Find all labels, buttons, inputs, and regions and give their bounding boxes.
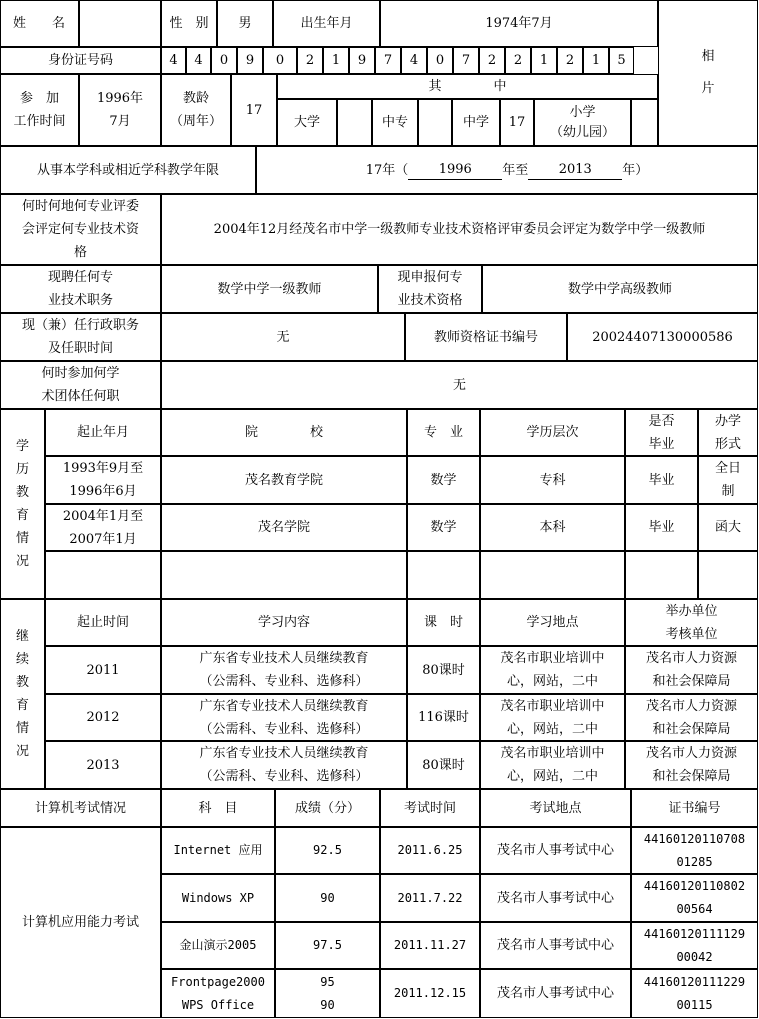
computer-cell: 金山演示2005 (161, 922, 275, 969)
technical-school-value (418, 99, 452, 146)
technical-school-label: 中专 (372, 99, 418, 146)
apply-title-value: 数学中学高级教师 (482, 265, 758, 313)
years-to: 2013 (528, 161, 622, 180)
id-digit: 0 (427, 47, 453, 74)
computer-cell: Internet 应用 (161, 827, 275, 874)
continuing-cell: 茂名市人力资源 和社会保障局 (625, 741, 758, 789)
continuing-cell: 80课时 (407, 741, 480, 789)
computer-cell: 44160120110802 00564 (631, 874, 758, 922)
computer-cell: 92.5 (275, 827, 380, 874)
education-cell: 毕业 (625, 456, 698, 504)
middle-school-label: 中学 (452, 99, 500, 146)
computer-cell: Frontpage2000 WPS Office (161, 969, 275, 1018)
gender-value: 男 (217, 0, 273, 47)
years-from: 1996 (408, 161, 502, 180)
education-cell: 数学 (407, 456, 480, 504)
id-digit: 2 (479, 47, 505, 74)
education-cell: 2004年1月至 2007年1月 (45, 504, 161, 551)
admin-post-label: 现（兼）任行政职务 及任职时间 (0, 313, 161, 361)
evaluation-value: 2004年12月经茂名市中学一级教师专业技术资格评审委员会评定为数学中学一级教师 (161, 194, 758, 265)
continuing-header: 课 时 (407, 599, 480, 646)
university-value (337, 99, 372, 146)
education-header: 起止年月 (45, 409, 161, 456)
name-label: 姓 名 (0, 0, 79, 47)
education-cell: 函大 (698, 504, 758, 551)
id-digit: 9 (349, 47, 375, 74)
computer-label: 计算机考试情况 (0, 789, 161, 827)
education-header: 院 校 (161, 409, 407, 456)
teaching-age-label: 教龄 （周年） (161, 74, 231, 146)
id-digit: 9 (237, 47, 263, 74)
continuing-cell: 116课时 (407, 694, 480, 741)
years-mid: 年至 (502, 162, 529, 178)
primary-school-label: 小学 （幼儿园） (534, 99, 631, 146)
continuing-cell: 茂名市职业培训中 心，网站，二中 (480, 741, 625, 789)
years-end: 年） (622, 162, 649, 178)
computer-cell: 茂名市人事考试中心 (480, 874, 631, 922)
id-digit: 1 (531, 47, 557, 74)
computer-header: 证书编号 (631, 789, 758, 827)
subject-years-value (256, 146, 758, 194)
education-side-label: 学 历 教 育 情 况 (0, 409, 45, 599)
birth-label: 出生年月 (273, 0, 380, 47)
education-cell: 茂名教育学院 (161, 456, 407, 504)
apply-title-label: 现申报何专 业技术资格 (378, 265, 482, 313)
id-digit: 0 (263, 47, 297, 74)
evaluation-label: 何时何地何专业评委 会评定何专业技术资 格 (0, 194, 161, 265)
continuing-cell: 茂名市人力资源 和社会保障局 (625, 694, 758, 741)
education-cell (480, 551, 625, 599)
current-title-value: 数学中学一级教师 (161, 265, 378, 313)
computer-cell: 2011.7.22 (380, 874, 480, 922)
university-label: 大学 (277, 99, 337, 146)
teacher-cert-value: 20024407130000586 (567, 313, 758, 361)
id-digit: 4 (161, 47, 186, 74)
education-cell (625, 551, 698, 599)
admin-post-value: 无 (161, 313, 405, 361)
academic-group-value: 无 (161, 361, 758, 409)
computer-side-label: 计算机应用能力考试 (0, 827, 161, 1018)
continuing-cell: 2011 (45, 646, 161, 694)
computer-cell: 44160120111229 00115 (631, 969, 758, 1018)
primary-school-value (631, 99, 658, 146)
continuing-header: 学习内容 (161, 599, 407, 646)
birth-value: 1974年7月 (380, 0, 658, 47)
id-label: 身份证号码 (0, 47, 161, 74)
continuing-header: 学习地点 (480, 599, 625, 646)
continuing-cell: 茂名市职业培训中 心，网站，二中 (480, 694, 625, 741)
continuing-cell: 80课时 (407, 646, 480, 694)
middle-school-value: 17 (500, 99, 534, 146)
continuing-cell: 茂名市人力资源 和社会保障局 (625, 646, 758, 694)
education-cell (161, 551, 407, 599)
continuing-cell: 2012 (45, 694, 161, 741)
continuing-cell: 茂名市职业培训中 心，网站，二中 (480, 646, 625, 694)
computer-cell: Windows XP (161, 874, 275, 922)
computer-header: 考试时间 (380, 789, 480, 827)
computer-cell: 44160120110708 01285 (631, 827, 758, 874)
name-value (79, 0, 161, 47)
id-digit: 4 (401, 47, 427, 74)
subject-years-label: 从事本学科或相近学科教学年限 (0, 146, 256, 194)
education-header: 专 业 (407, 409, 480, 456)
continuing-cell: 广东省专业技术人员继续教育 （公需科、专业科、选修科） (161, 741, 407, 789)
computer-cell: 90 (275, 874, 380, 922)
education-header: 是否 毕业 (625, 409, 698, 456)
computer-cell: 茂名市人事考试中心 (480, 969, 631, 1018)
id-digit: 7 (375, 47, 401, 74)
computer-cell: 茂名市人事考试中心 (480, 922, 631, 969)
teaching-age-value: 17 (231, 74, 277, 146)
computer-header: 科 目 (161, 789, 275, 827)
education-header: 学历层次 (480, 409, 625, 456)
continuing-side-label: 继 续 教 育 情 况 (0, 599, 45, 789)
academic-group-label: 何时参加何学 术团体任何职 (0, 361, 161, 409)
computer-cell: 97.5 (275, 922, 380, 969)
id-digit: 2 (297, 47, 323, 74)
id-digit: 0 (211, 47, 237, 74)
education-cell: 专科 (480, 456, 625, 504)
computer-cell: 2011.11.27 (380, 922, 480, 969)
education-cell: 毕业 (625, 504, 698, 551)
continuing-cell: 2013 (45, 741, 161, 789)
education-cell: 本科 (480, 504, 625, 551)
continuing-header: 起止时间 (45, 599, 161, 646)
among-label: 其 中 (277, 74, 658, 99)
education-cell: 1993年9月至 1996年6月 (45, 456, 161, 504)
computer-header: 成绩（分） (275, 789, 380, 827)
id-digit: 2 (557, 47, 583, 74)
education-cell (698, 551, 758, 599)
education-cell: 茂名学院 (161, 504, 407, 551)
education-cell (45, 551, 161, 599)
current-title-label: 现聘任何专 业技术职务 (0, 265, 161, 313)
education-cell: 数学 (407, 504, 480, 551)
id-digit: 7 (453, 47, 479, 74)
education-cell: 全日 制 (698, 456, 758, 504)
teacher-cert-label: 教师资格证书编号 (405, 313, 567, 361)
computer-header: 考试地点 (480, 789, 631, 827)
photo-box: 相 片 (658, 0, 758, 146)
id-digit: 2 (505, 47, 531, 74)
years-count: 17年（ (365, 162, 409, 178)
education-header: 办学 形式 (698, 409, 758, 456)
continuing-cell: 广东省专业技术人员继续教育 （公需科、专业科、选修科） (161, 646, 407, 694)
id-digit: 1 (583, 47, 609, 74)
work-start-label: 参 加 工作时间 (0, 74, 79, 146)
computer-cell: 茂名市人事考试中心 (480, 827, 631, 874)
computer-cell: 44160120111129 00042 (631, 922, 758, 969)
continuing-cell: 广东省专业技术人员继续教育 （公需科、专业科、选修科） (161, 694, 407, 741)
computer-cell: 95 90 (275, 969, 380, 1018)
education-cell (407, 551, 480, 599)
continuing-header: 举办单位 考核单位 (625, 599, 758, 646)
computer-cell: 2011.12.15 (380, 969, 480, 1018)
work-start-value: 1996年 7月 (79, 74, 161, 146)
id-digit: 4 (186, 47, 211, 74)
id-digit: 5 (609, 47, 634, 74)
computer-cell: 2011.6.25 (380, 827, 480, 874)
id-digit: 1 (323, 47, 349, 74)
gender-label: 性 别 (161, 0, 217, 47)
